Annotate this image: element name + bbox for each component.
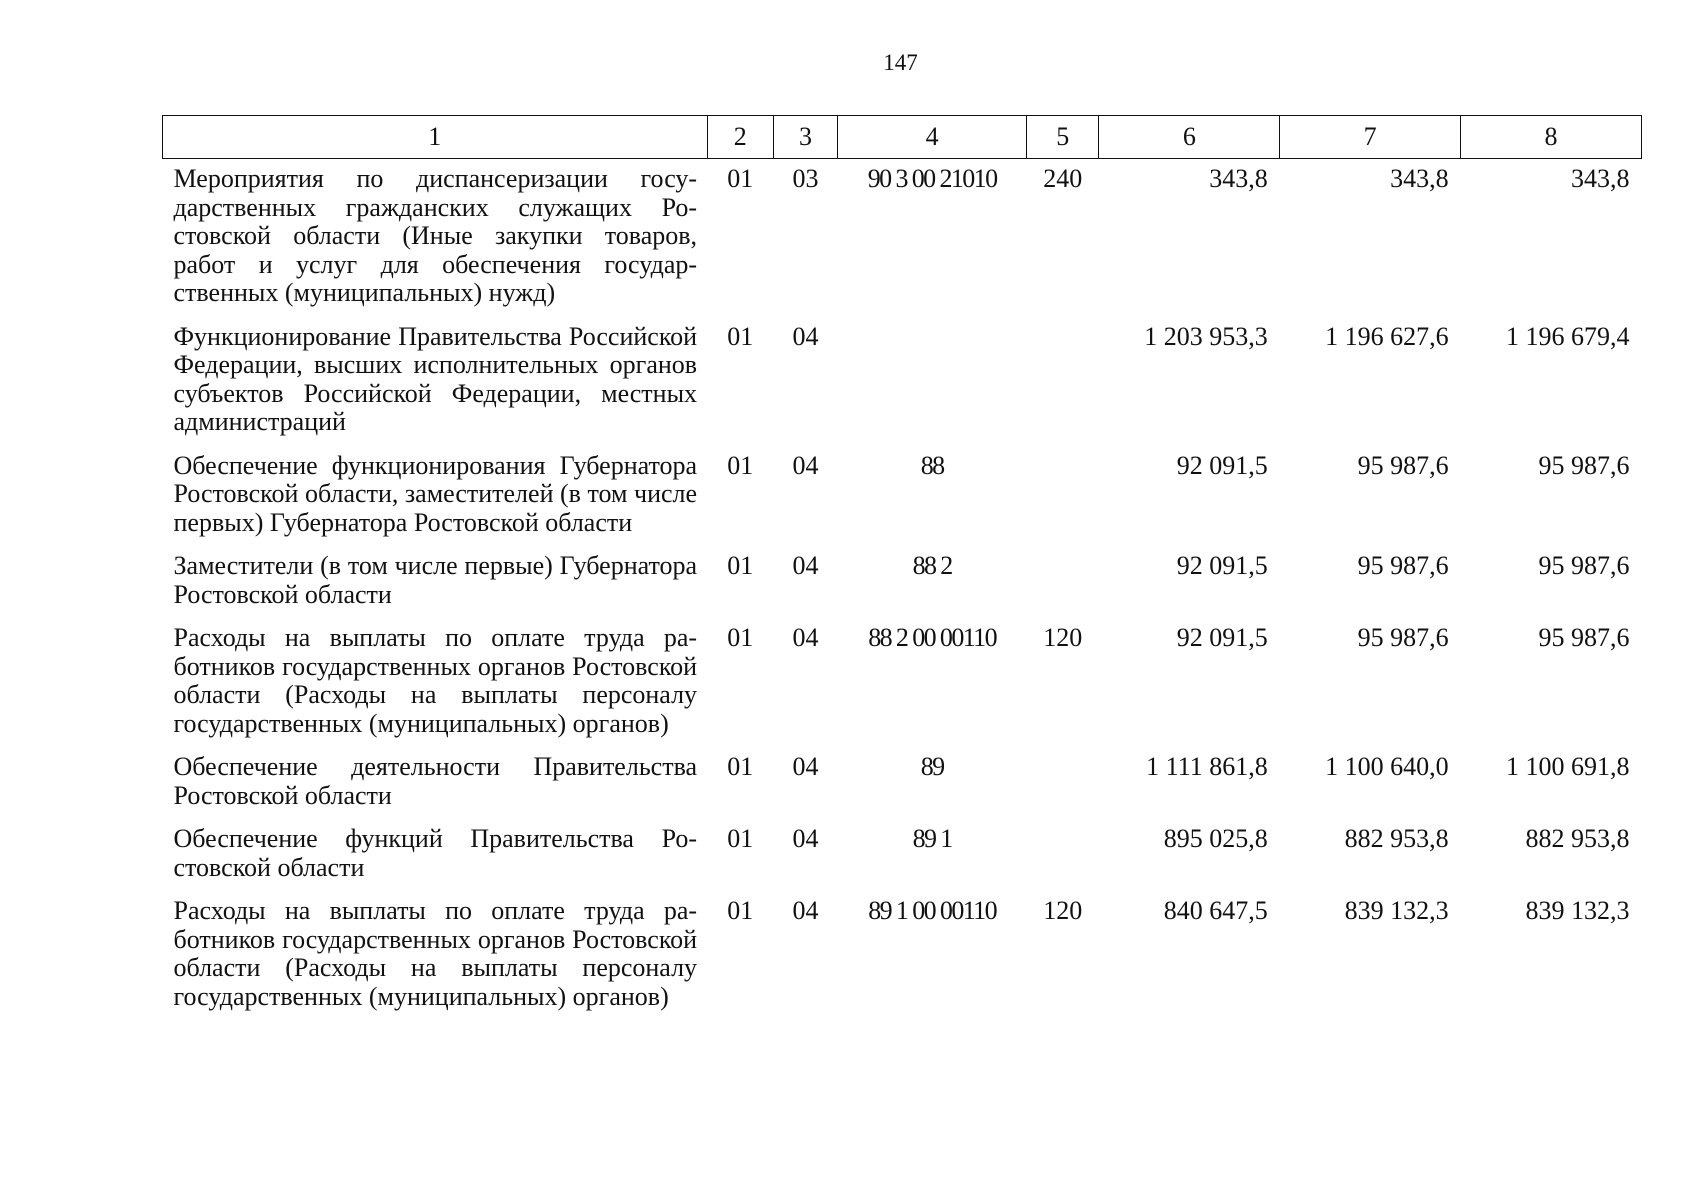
expense-name: Обеспечение функционирования Губернатора Ростовской области, заместителей (в том числе первых) Губернатора Ростовской области [173,450,698,537]
header-cell-5: 5 [1027,116,1099,159]
target-article-code: 89 [920,752,944,781]
header-cell-7: 7 [1280,116,1461,159]
table-row [163,546,1642,618]
target-article-code: 88 [920,450,944,480]
expense-type-code [1027,546,1099,618]
target-article-code: 88 2 00 00110 [868,623,996,652]
subsection-code: 04 [792,450,819,480]
subsection-code: 04 [792,551,819,580]
expense-name: Обеспечение деятельности Правительства Ростовской области [173,752,698,810]
amount-col-8: 839 132,3 [1525,896,1630,925]
table-row [163,747,1642,819]
amount-col-7: 95 987,6 [1357,551,1449,580]
target-article-code: 90 3 00 21010 [867,164,997,193]
header-cell-6: 6 [1099,116,1280,159]
section-code: 01 [727,752,754,781]
amount-col-8: 1 100 691,8 [1506,752,1630,781]
section-code: 01 [727,164,754,193]
target-article-code: 89 1 00 00110 [868,896,996,925]
header-cell-2: 2 [707,116,773,159]
table-row [163,819,1642,891]
subsection-code: 04 [792,752,819,781]
amount-col-8: 882 953,8 [1525,824,1630,853]
table-row [163,891,1642,1020]
amount-col-6: 343,8 [1209,164,1268,193]
header-cell-3: 3 [773,116,837,159]
subsection-code: 03 [792,164,819,193]
page-number: 147 [883,50,918,75]
expense-type-code [1027,446,1099,547]
expense-type-code [1027,819,1099,891]
amount-col-6: 840 647,5 [1163,896,1268,925]
amount-col-7: 1 100 640,0 [1325,752,1449,781]
subsection-code: 04 [792,824,819,853]
budget-table [162,115,1642,1020]
subsection-code: 04 [792,623,819,652]
table-row [163,618,1642,747]
expense-name: Расходы на выплаты по оплате труда работников государственных органов Ростовской области (Расходы на выплаты персоналу государственных (муниципальных) органов) [173,623,698,738]
subsection-code: 04 [792,321,819,351]
expense-name: Обеспечение функций Правительства Ростовской области [173,824,698,882]
amount-col-8: 1 196 679,4 [1506,321,1630,351]
expense-type-code: 120 [1043,896,1083,925]
section-code: 01 [727,321,754,351]
amount-col-7: 1 196 627,6 [1325,321,1449,351]
amount-col-6: 1 111 861,8 [1146,752,1268,781]
expense-type-code: 240 [1043,164,1083,193]
amount-col-6: 1 203 953,3 [1144,321,1268,351]
target-article-code: 88 2 [912,551,952,580]
section-code: 01 [727,623,754,652]
amount-col-6: 92 091,5 [1176,551,1268,580]
amount-col-7: 343,8 [1390,164,1449,193]
amount-col-8: 95 987,6 [1538,450,1630,480]
amount-col-8: 343,8 [1571,164,1630,193]
amount-col-8: 95 987,6 [1538,623,1630,652]
table-row [163,446,1642,547]
expense-name: Мероприятия по диспансеризации государственных гражданских служащих Ростовской области (Иные закупки товаров, работ и услуг для обеспечения государственных (муниципальных) нужд) [173,164,698,307]
header-cell-8: 8 [1461,116,1642,159]
table-row [163,159,1642,317]
header-row [163,116,1642,159]
expense-type-code: 120 [1043,623,1083,652]
amount-col-8: 95 987,6 [1538,551,1630,580]
section-code: 01 [727,450,754,480]
expense-name: Расходы на выплаты по оплате труда работников государственных органов Ростовской области (Расходы на выплаты персоналу государственных (муниципальных) органов) [173,896,698,1011]
header-cell-1: 1 [163,116,708,159]
amount-col-7: 95 987,6 [1357,623,1449,652]
target-article-code [838,317,1027,446]
expense-type-code [1027,317,1099,446]
amount-col-7: 839 132,3 [1344,896,1449,925]
table-row [163,317,1642,446]
amount-col-6: 895 025,8 [1163,824,1268,853]
section-code: 01 [727,896,754,925]
expense-name: Заместители (в том числе первые) Губернатора Ростовской области [173,551,698,609]
section-code: 01 [727,551,754,580]
target-article-code: 89 1 [912,824,952,853]
header-cell-4: 4 [838,116,1027,159]
amount-col-7: 95 987,6 [1357,450,1449,480]
expense-type-code [1027,747,1099,819]
expense-name: Функционирование Правительства Российской Федерации, высших исполнительных органов субъектов Российской Федерации, местных администраций [173,321,698,436]
amount-col-6: 92 091,5 [1176,450,1268,480]
section-code: 01 [727,824,754,853]
amount-col-6: 92 091,5 [1176,623,1268,652]
subsection-code: 04 [792,896,819,925]
amount-col-7: 882 953,8 [1344,824,1449,853]
